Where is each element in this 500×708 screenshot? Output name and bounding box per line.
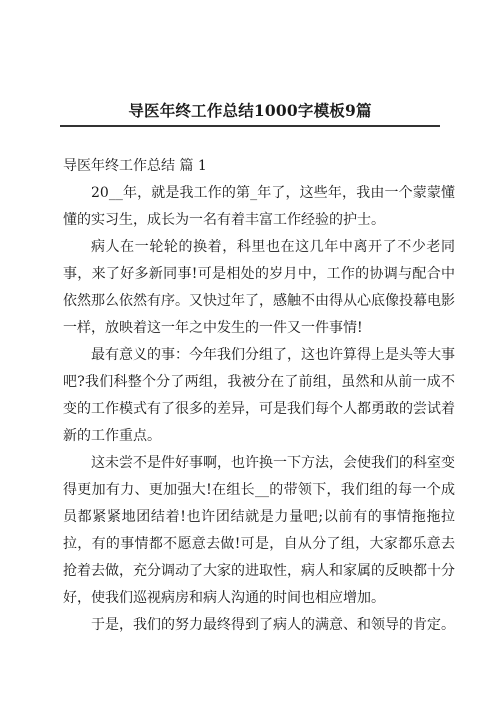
document-body — [63, 153, 455, 639]
section-heading: 导医年终工作总结 篇 1 — [63, 158, 207, 174]
paragraph-4: 这未尝不是件好事啊，也许换一下方法，会使我们的科室变得更加有力、更加强大!在组长__的带领下，我们组的每一个成员都紧紧地团结着!也许团结就是力量吧;以前有的事情拖拖拉拉，有的事情都不愿意去做!可是，自从分了组，大家都乐意去抢着去做，充分调动了大家的进取性，病人和家属的反映都十分好，使我们巡视病房和病人沟通的时间也相应增加。 — [63, 455, 455, 606]
paragraph-2: 病人在一轮轮的换着，科里也在这几年中离开了不少老同事，来了好多新同事!可是相处的岁月中，工作的协调与配合中依然那么依然有序。又快过年了，感触不由得从心底像投幕电影一样，放映着这一年之中发生的一件又一件事情! — [63, 239, 455, 336]
paragraph-1: 20__年，就是我工作的第_年了，这些年，我由一个蒙蒙懂懂的实习生，成长为一名有着丰富工作经验的护士。 — [63, 185, 455, 228]
title-divider — [60, 125, 440, 127]
paragraph-3: 最有意义的事：今年我们分组了，这也许算得上是头等大事吧?我们科整个分了两组，我被分在了前组，虽然和从前一成不变的工作模式有了很多的差异，可是我们每个人都勇敢的尝试着新的工作重点。 — [63, 347, 455, 444]
paragraph-5: 于是，我们的努力最终得到了病人的满意、和领导的肯定。 — [91, 617, 455, 633]
document-title: 导医年终工作总结1000字模板9篇 — [128, 101, 372, 120]
